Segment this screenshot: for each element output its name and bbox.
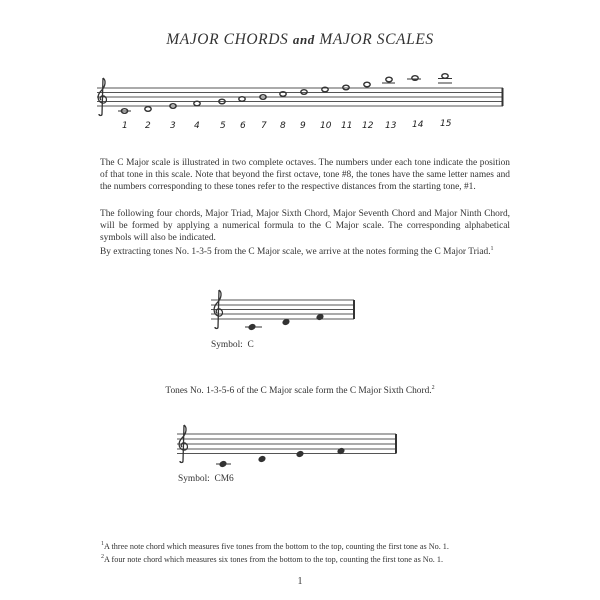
triad-text: By extracting tones No. 1-3-5 from the C Major scale, we arrive at the notes forming the C Major Triad. [100, 247, 491, 257]
svg-text:3: 3 [170, 121, 176, 131]
svg-text:10: 10 [320, 121, 332, 131]
footnote-text: A four note chord which measures six tones from the bottom to the top, counting the first tone as No. 1. [104, 555, 444, 564]
title-part1: MAJOR CHORDS [166, 31, 289, 48]
sixth-caption-text: Tones No. 1-3-5-6 of the C Major scale form the C Major Sixth Chord. [165, 386, 432, 396]
svg-text:5: 5 [220, 121, 226, 131]
footnote-2 [101, 555, 521, 564]
svg-text:8: 8 [280, 121, 286, 131]
footnote-marker: 1 [101, 541, 104, 547]
footnote-marker: 2 [101, 554, 104, 560]
svg-text:14: 14 [412, 120, 424, 130]
svg-text:6: 6 [240, 121, 246, 131]
c-major-scale-staff [0, 0, 600, 140]
title-part2: MAJOR SCALES [319, 31, 434, 48]
c-triad-staff [0, 280, 600, 340]
footnote-1 [101, 542, 521, 551]
page-number: 1 [297, 576, 303, 587]
scale-notes [118, 74, 452, 114]
sixth-chord-caption [0, 385, 600, 396]
chords-paragraph: The following four chords, Major Triad, Major Sixth Chord, Major Seventh Chord and Major Ninth Chord, will be formed by applying a numerical formula to the C Major scale. The corresponding alphabetical symbols will also be indicated. [100, 209, 510, 244]
intro-paragraph: The C Major scale is illustrated in two complete octaves. The numbers under each tone indicate the position of that tone in this scale. Note that beyond the first octave, tone #8, the tones have the same letter names and the numbers corresponding to these tones refer to the respective distances from the starting tone, #1. [100, 158, 510, 193]
title-and: and [292, 32, 315, 47]
triad-symbol [211, 340, 254, 350]
symbol-value: C [247, 340, 254, 350]
svg-text:2: 2 [145, 121, 151, 131]
symbol-label: Symbol: [178, 474, 210, 484]
triad-notes [245, 313, 324, 330]
footnote-text: A three note chord which measures five tones from the bottom to the top, counting the first tone as No. 1. [104, 542, 449, 551]
sixth-chord-symbol [178, 474, 234, 484]
svg-text:4: 4 [194, 121, 200, 131]
symbol-label: Symbol: [211, 340, 243, 350]
svg-text:7: 7 [261, 121, 267, 131]
c-sixth-chord-staff [0, 420, 600, 470]
tone-numbers [122, 119, 452, 131]
triad-paragraph [100, 246, 510, 258]
sixth-chord-notes [216, 447, 345, 467]
symbol-value: CM6 [214, 474, 234, 484]
svg-text:11: 11 [341, 121, 353, 131]
svg-text:1: 1 [122, 121, 128, 131]
footnote-ref-1: 1 [490, 246, 494, 252]
svg-text:15: 15 [440, 119, 452, 129]
svg-text:9: 9 [300, 121, 306, 131]
footnote-ref-2: 2 [431, 385, 435, 391]
svg-text:13: 13 [385, 121, 397, 131]
svg-text:12: 12 [362, 121, 374, 131]
